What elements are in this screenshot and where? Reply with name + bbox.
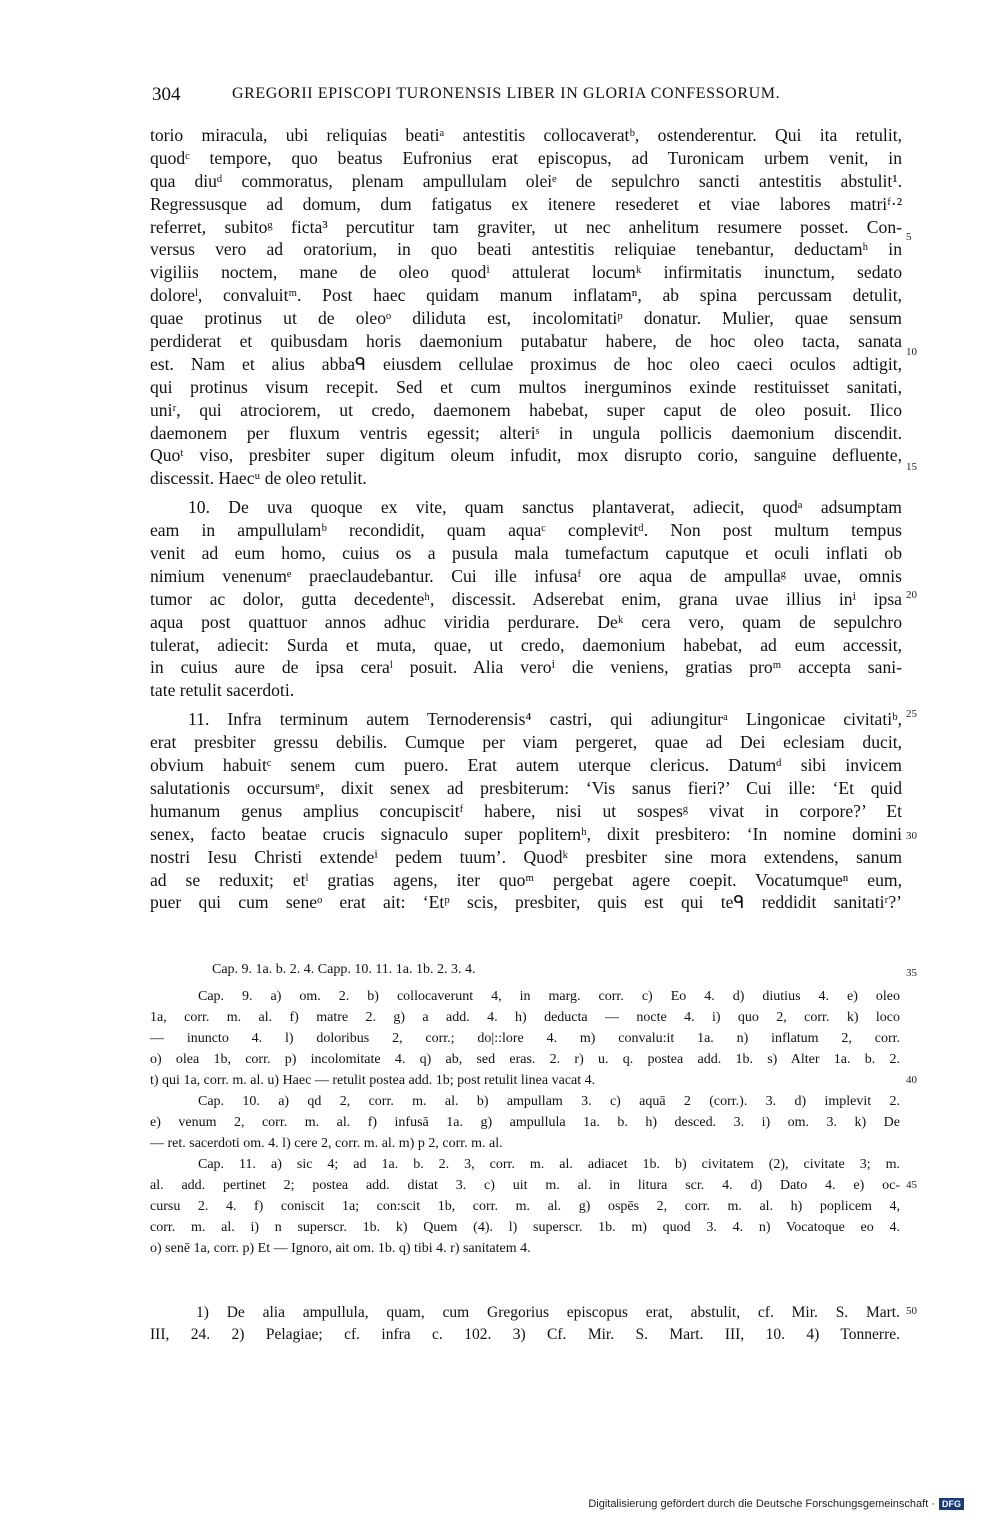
apparatus-line: o) senē 1a, corr. p) Et — Ignoro, ait om. 1b. q) tibi 4. r) sanitatem 4. xyxy=(150,1241,531,1256)
line-number: 40 xyxy=(906,1074,917,1086)
text-line: tulerat, adiecit: Surda et muta, quae, ut credo, daemonium habebat, ad eum accessit, xyxy=(150,634,902,655)
text-line: est. Nam et alius abbaᑫ eiusdem cellulae proximus de hoc oleo caeci oculos adtigit, xyxy=(150,353,902,374)
line-number: 20 xyxy=(906,589,917,601)
line-number: 45 xyxy=(906,1179,917,1191)
apparatus-line: cursu 2. 4. f) coniscit 1a; con:scit 1b, corr. m. al. g) ospēs 2, corr. m. al. h) poplicem 4, xyxy=(150,1199,900,1214)
text-line: nostri Iesu Christi extendeⁱ pedem tuum’. Quodᵏ presbiter sine mora extendens, sanum xyxy=(150,846,902,867)
apparatus-line: t) qui 1a, corr. m. al. u) Haec — retulit postea add. 1b; post retulit linea vacat 4. xyxy=(150,1073,596,1088)
page-number: 304 xyxy=(152,84,181,105)
line-number: 25 xyxy=(906,708,917,720)
chapter-11-start: 11. Infra terminum autem Ternoderensis⁴ castri, qui adiungiturᵃ Lingonicae civitatiᵇ, xyxy=(188,709,902,730)
footnotes xyxy=(150,1302,900,1346)
line-number: 30 xyxy=(906,830,917,842)
text-line: quae protinus ut de oleoᵒ diliduta est, incolomitatiᵖ donatur. Mulier, quae sensum xyxy=(150,308,902,329)
apparatus-line: e) venum 2, corr. m. al. f) infusā 1a. g) ampullula 1a. b. h) desced. 3. i) om. 3. k) De xyxy=(150,1115,900,1130)
text-line: daemonem per fluxum ventris egessit; alteriˢ in ungula pollicis daemonium discendit. xyxy=(150,422,902,443)
text-line: torio miracula, ubi reliquias beatiᵃ antestitis collocaveratᵇ, ostenderentur. Qui ita retulit, xyxy=(150,125,902,145)
text-line: quodᶜ tempore, quo beatus Eufronius erat episcopus, ad Turonicam urbem venit, in xyxy=(150,147,902,168)
text-line: aqua post quattuor annos adhuc viridia perdurare. Deᵏ cera vero, quam de sepulchro xyxy=(150,611,902,632)
text-line: qua diuᵈ commoratus, plenam ampullulam oleiᵉ de sepulchro sancti antestitis abstulit¹. xyxy=(150,170,902,191)
text-line: in cuius aure de ipsa ceraˡ posuit. Alia veroⁱ die veniens, gratias proᵐ accepta sani- xyxy=(150,657,902,678)
text-line: referret, subitoᵍ ficta³ percutitur tam graviter, ut nec anhelitum resumere posset. Con- xyxy=(150,216,902,237)
apparatus-line: — ret. sacerdoti om. 4. l) cere 2, corr. m. al. m) p 2, corr. m. al. xyxy=(150,1136,503,1151)
text-line: obvium habuitᶜ senem cum puero. Erat autem uterque clericus. Datumᵈ sibi invicem xyxy=(150,755,902,776)
text-line: uniʳ, qui atrociorem, ut credo, daemonem habebat, super caput de oleo posuit. Ilico xyxy=(150,399,902,420)
text-line: senex, facto beatae crucis signaculo super poplitemʰ, dixit presbitero: ‘In nomine domini xyxy=(150,823,902,844)
text-line: tate retulit sacerdoti. xyxy=(150,680,295,701)
line-number: 35 xyxy=(906,967,917,979)
main-text xyxy=(150,124,902,914)
apparatus-line: 1a, corr. m. al. f) matre 2. g) a add. 4. h) deducta — nocte 4. i) quo 2, corr. k) loco xyxy=(150,1010,900,1025)
footnote-line: 1) De alia ampullula, quam, cum Gregorius episcopus erat, abstulit, cf. Mir. S. Mart. xyxy=(196,1304,900,1321)
text-line: discessit. Haecᵘ de oleo retulit. xyxy=(150,468,367,489)
line-number: 15 xyxy=(906,461,917,473)
apparatus-line: Cap. 9. a) om. 2. b) collocaverunt 4, in marg. corr. c) Eo 4. d) diutius 4. e) oleo xyxy=(198,989,900,1004)
page-header xyxy=(152,84,902,114)
digitization-note xyxy=(588,1498,964,1510)
apparatus-line: Cap. 10. a) qd 2, corr. m. al. b) ampullam 3. c) aquā 2 (corr.). 3. d) implevit 2. xyxy=(198,1094,900,1109)
text-line: salutationis occursumᵉ, dixit senex ad presbiterum: ‘Vis sanus fieri?’ Cui ille: ‘Et quid xyxy=(150,777,902,798)
text-line: qui protinus visum recepit. Sed et cum multos inerguminos exinde restituisset sanitati, xyxy=(150,376,902,397)
text-line: erat presbiter gressu debilis. Cumque per viam pergeret, quae ad Dei eclesiam ducit, xyxy=(150,732,902,753)
critical-apparatus xyxy=(150,959,900,1259)
apparatus-line: Cap. 9. 1a. b. 2. 4. Capp. 10. 11. 1a. 1b. 2. 3. 4. xyxy=(212,962,476,977)
text-line: Regressusque ad domum, dum fatigatus ex itenere resederet et viae labores matriᶠ·² xyxy=(150,193,902,214)
apparatus-line: o) olea 1b, corr. p) incolomitate 4. q) ab, sed eras. 2. r) u. q. postea add. 1b. s) Alter 1a. b. 2. xyxy=(150,1052,900,1067)
text-line: vigiliis noctem, mane de oleo quodⁱ attulerat locumᵏ infirmitatis inunctum, sedato xyxy=(150,262,902,283)
dfg-logo: DFG xyxy=(939,1498,964,1510)
footnote-line: III, 24. 2) Pelagiae; cf. infra c. 102. 3) Cf. Mir. S. Mart. III, 10. 4) Tonnerre. xyxy=(150,1326,900,1343)
text-line: tumor ac dolor, gutta decedenteʰ, discessit. Adserebat enim, grana uvae illius inⁱ ipsa xyxy=(150,588,902,609)
apparatus-line: corr. m. al. i) n superscr. 1b. k) Quem (4). l) superscr. 1b. m) quod 3. 4. n) Vocatoque eo 4. xyxy=(150,1220,900,1235)
text-line: perdiderat et quibusdam horis daemonium putabatur habere, de hoc oleo tacta, sanata xyxy=(150,331,902,352)
text-line: doloreˡ, convaluitᵐ. Post haec quidam manum inflatamⁿ, ab spina percussam detulit, xyxy=(150,285,902,306)
text-line: puer qui cum seneᵒ erat ait: ‘Etᵖ scis, presbiter, quis est qui teᑫ reddidit sanitatiʳ?’ xyxy=(150,892,902,913)
text-line: eam in ampullulamᵇ recondidit, quam aquaᶜ complevitᵈ. Non post multum tempus xyxy=(150,520,902,541)
text-line: venit ad eum homo, cuius os a pusula mala tumefactum caputque et oculi inflati ob xyxy=(150,543,902,564)
running-title: GREGORII EPISCOPI TURONENSIS LIBER IN GLORIA CONFESSORUM. xyxy=(232,85,781,102)
apparatus-line: al. add. pertinet 2; postea add. distat 3. c) uit m. al. in litura scr. 4. d) Dato 4. e) oc- xyxy=(150,1178,900,1193)
text-line: nimium venenumᵉ praeclaudebantur. Cui ille infusaᶠ ore aqua de ampullaᵍ uvae, omnis xyxy=(150,565,902,586)
chapter-10-start: 10. De uva quoque ex vite, quam sanctus plantaverat, adiecit, quodᵃ adsumptam xyxy=(188,497,902,518)
text-line: versus vero ad oratorium, in quo beati antestitis reliquiae tenebantur, deductamʰ in xyxy=(150,239,902,260)
apparatus-line: Cap. 11. a) sic 4; ad 1a. b. 2. 3, corr. m. al. adiacet 1b. b) civitatem (2), civitate 3; m. xyxy=(198,1157,900,1172)
text-line: Quoᵗ viso, presbiter super digitum oleum infudit, mox disrupto corio, sanguine defluente, xyxy=(150,445,902,466)
line-number: 5 xyxy=(906,231,912,243)
apparatus-line: — inuncto 4. l) doloribus 2, corr.; do|::lore 4. m) convalu:it 1a. n) inflatum 2, corr. xyxy=(150,1031,900,1046)
text-line: ad se reduxit; etˡ gratias agens, iter quoᵐ pergebat agere coepit. Vocatumqueⁿ eum, xyxy=(150,869,902,890)
line-number: 50 xyxy=(906,1305,917,1317)
text-line: humanum genus amplius concupiscitᶠ habere, nisi ut sospesᵍ vivat in corpore?’ Et xyxy=(150,800,902,821)
line-number: 10 xyxy=(906,346,917,358)
digitization-text: Digitalisierung gefördert durch die Deutsche Forschungsgemeinschaft · xyxy=(588,1497,935,1510)
